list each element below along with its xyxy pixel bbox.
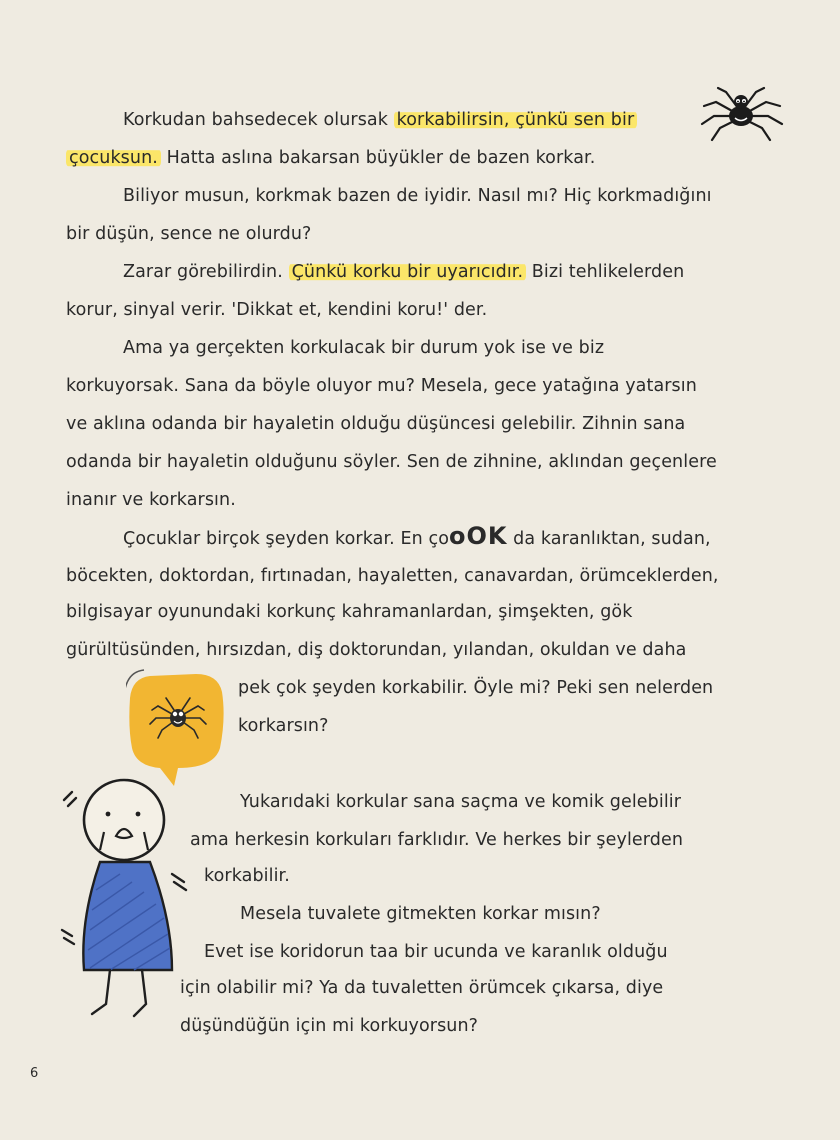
text-line-14: bilgisayar oyunundaki korkunç kahramanlardan, şimşekten, gök xyxy=(66,602,633,622)
text-line-24: düşündüğün için mi korkuyorsun? xyxy=(180,1016,479,1036)
text-line-13: böcekten, doktordan, fırtınadan, hayaletten, canavardan, örümceklerden, xyxy=(66,566,719,586)
scared-child-illustration xyxy=(60,770,200,1040)
text-line-16: pek çok şeyden korkabilir. Öyle mi? Peki sen nelerden xyxy=(238,678,714,698)
text-line-10: odanda bir hayaletin olduğunu söyler. Sen de zihnine, aklından geçenlere xyxy=(66,452,717,472)
text-line-22: Evet ise koridorun taa bir ucunda ve karanlık olduğu xyxy=(204,942,668,962)
emphasis-cooook: oOK xyxy=(449,522,508,550)
text-line-7: Ama ya gerçekten korkulacak bir durum yok ise ve biz xyxy=(123,338,605,358)
text-line-9: ve aklına odanda bir hayaletin olduğu düşüncesi gelebilir. Zihnin sana xyxy=(66,414,686,434)
spider-icon xyxy=(698,82,784,144)
text-line-23: için olabilir mi? Ya da tuvaletten örümcek çıkarsa, diye xyxy=(180,978,664,998)
text-line-17: korkarsın? xyxy=(238,716,329,736)
text-line-19: ama herkesin korkuları farklıdır. Ve herkes bir şeylerden xyxy=(190,830,684,850)
text-line-4: bir düşün, sence ne olurdu? xyxy=(66,224,312,244)
text-line-20: korkabilir. xyxy=(204,866,290,886)
text-line-11: inanır ve korkarsın. xyxy=(66,490,236,510)
text-line-18: Yukarıdaki korkular sana saçma ve komik gelebilir xyxy=(240,792,682,812)
text-line-3: Biliyor musun, korkmak bazen de iyidir. Nasıl mı? Hiç korkmadığını xyxy=(123,186,712,206)
text-line-5: Zarar görebilirdin. Çünkü korku bir uyarıcıdır. Bizi tehlikelerden xyxy=(123,262,685,282)
text-line-21: Mesela tuvalete gitmekten korkar mısın? xyxy=(240,904,601,924)
text-line-8: korkuyorsak. Sana da böyle oluyor mu? Mesela, gece yatağına yatarsın xyxy=(66,376,697,396)
text-line-15: gürültüsünden, hırsızdan, diş doktorundan, yılandan, okuldan ve daha xyxy=(66,640,687,660)
text-line-12: Çocuklar birçok şeyden korkar. En çooOK da karanlıktan, sudan, xyxy=(123,522,711,550)
text-line-2: çocuksun. Hatta aslına bakarsan büyükler de bazen korkar. xyxy=(66,146,595,170)
text-line-1: Korkudan bahsedecek olursak korkabilirsin, çünkü sen bir xyxy=(123,108,637,132)
page-number: 6 xyxy=(30,1066,39,1081)
text-line-6: korur, sinyal verir. 'Dikkat et, kendini koru!' der. xyxy=(66,300,488,320)
